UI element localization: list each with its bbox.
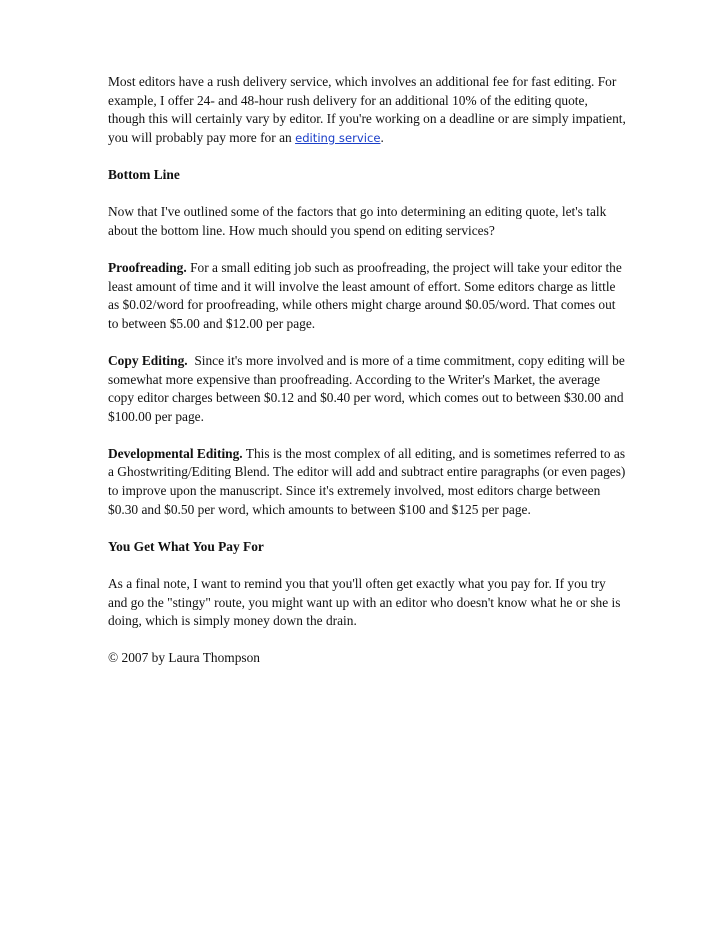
document-page — [108, 73, 629, 687]
bottom-line-heading: Bottom Line — [108, 166, 180, 182]
proofreading-text: For a small editing job such as proofreading, the project will take your editor the least amount of time and it will involve the least amount of effort. Some editors charge as little as $0.02/word for proofreading, while others might charge around $0.05/word. That comes out to between $5.00 and $12.00 per page. — [108, 259, 622, 331]
copy-editing-paragraph — [108, 352, 629, 426]
editing-service-link[interactable]: editing service — [295, 130, 381, 145]
bottom-line-paragraph: Now that I've outlined some of the factors that go into determining an editing quote, let's talk about the bottom line. How much should you spend on editing services? — [108, 204, 607, 238]
developmental-editing-text: This is the most complex of all editing, and is sometimes referred to as a Ghostwriting/Editing Blend. The editor will add and subtract entire paragraphs (or even pages) to improve upon the manuscript. Since it's extremely involved, most editors charge between $0.30 and $0.50 per word, which amounts to between $100 and $125 per page. — [108, 445, 626, 517]
developmental-editing-paragraph — [108, 445, 626, 519]
copy-editing-label: Copy Editing. — [108, 352, 188, 368]
pay-for-paragraph: As a final note, I want to remind you that you'll often get exactly what you pay for. If you try and go the "stingy" route, you might want up with an editor who doesn't know what he or she is doing, which is simply money down the drain. — [108, 576, 621, 629]
pay-for-heading: You Get What You Pay For — [108, 538, 264, 554]
developmental-editing-label: Developmental Editing. — [108, 445, 243, 461]
intro-text-end: . — [380, 129, 384, 145]
copyright-line: © 2007 by Laura Thompson — [108, 650, 260, 666]
proofreading-label: Proofreading. — [108, 259, 187, 275]
copy-editing-text: Since it's more involved and is more of a time commitment, copy editing will be somewhat more expensive than proofreading. According to the Writer's Market, the average copy editor charges between $0.12 and $0.40 per word, which comes out to between $30.00 and $100.00 per page. — [108, 352, 629, 424]
intro-text: Most editors have a rush delivery service, which involves an additional fee for fast editing. For example, I offer 24- and 48-hour rush delivery for an additional 10% of the editing quote, though this will certainly vary by editor. If you're working on a deadline or are simply impatient, you will probably pay more for an — [108, 74, 626, 145]
proofreading-paragraph — [108, 259, 626, 333]
intro-paragraph — [108, 73, 626, 147]
